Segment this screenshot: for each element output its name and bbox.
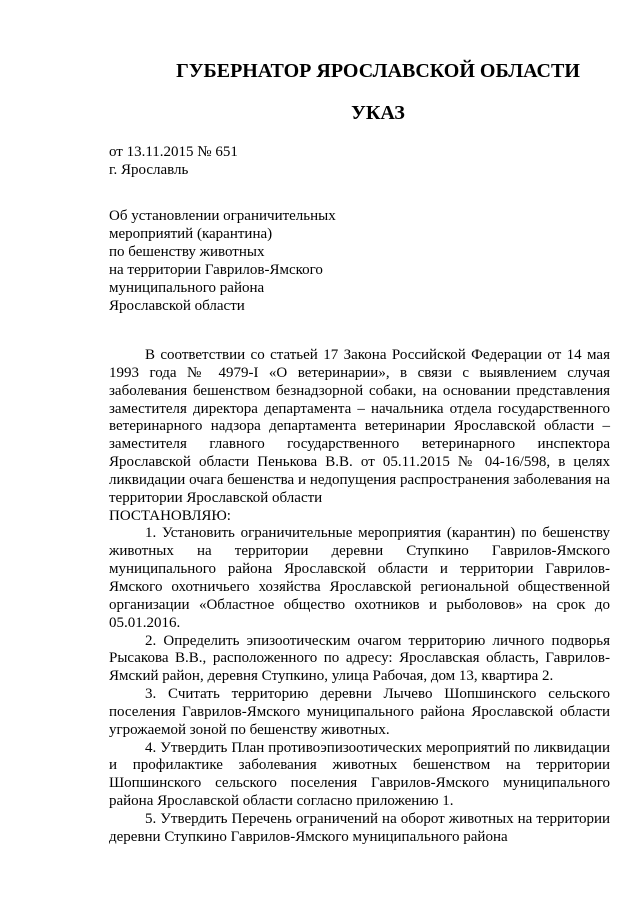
decree-subject: [109, 207, 336, 315]
subject-line: по бешенству животных: [109, 244, 265, 260]
decree-item-1: 1. Установить ограничительные мероприятия (карантин) по бешенству животных на территории деревни Ступкино Гаврилов-Ямского муниципального района Ярославской области и территории Гаврилов-Ямского охотничьего хозяйства Ярославской региональной общественной организации «Областное общество охотников и рыболовов» на срок до 05.01.2016.: [109, 525, 610, 631]
decree-item-4: 4. Утвердить План противоэпизоотических мероприятий по ликвидации и профилактике заболевания животных бешенством на территории Шопшинского сельского поселения Гаврилов-Ямского муниципального района Ярославской области согласно приложению 1.: [109, 739, 610, 810]
date-and-number: от 13.11.2015 № 651: [109, 144, 238, 160]
decree-keyword: ПОСТАНОВЛЯЮ:: [109, 507, 231, 524]
preamble-paragraph: В соответствии со статьей 17 Закона Российской Федерации от 14 мая 1993 года № 4979-I «О ветеринарии», в связи с выявлением случая заболевания бешенством безнадзорной собаки, на основании представления заместителя директора департамента – начальника отдела государственного ветеринарного надзора департамента ветеринарии Ярославской области – заместителя главного государственного ветеринарного инспектора Ярославской области Пенькова В.В. от 05.11.2015 № 04-16/598, в целях ликвидации очага бешенства и недопущения распространения заболевания на территории Ярославской области: [109, 347, 610, 506]
decree-item-2: 2. Определить эпизоотическим очагом территорию личного подворья Рысакова В.В., расположенного по адресу: Ярославская область, Гаврилов-Ямский район, деревня Ступкино, улица Рабочая, дом 13, квартира 2.: [109, 632, 610, 685]
subject-line: мероприятий (карантина): [109, 226, 273, 242]
subject-line: на территории Гаврилов-Ямского: [109, 262, 323, 278]
decree-item-5: 5. Утвердить Перечень ограничений на оборот животных на территории деревни Ступкино Гаврилов-Ямского муниципального района: [109, 810, 610, 845]
subject-line: муниципального района: [109, 280, 265, 296]
decree-body: [109, 347, 610, 847]
subject-line: Ярославской области: [109, 298, 245, 314]
decree-item-3: 3. Считать территорию деревни Лычево Шопшинского сельского поселения Гаврилов-Ямского муниципального района Ярославской области угрожаемой зоной по бешенству животных.: [109, 686, 610, 738]
subject-line: Об установлении ограничительных: [109, 208, 336, 224]
issuing-authority-title: ГУБЕРНАТОР ЯРОСЛАВСКОЙ ОБЛАСТИ: [176, 60, 580, 82]
city-of-issue: г. Ярославль: [109, 162, 189, 178]
document-type-title: УКАЗ: [351, 102, 405, 124]
